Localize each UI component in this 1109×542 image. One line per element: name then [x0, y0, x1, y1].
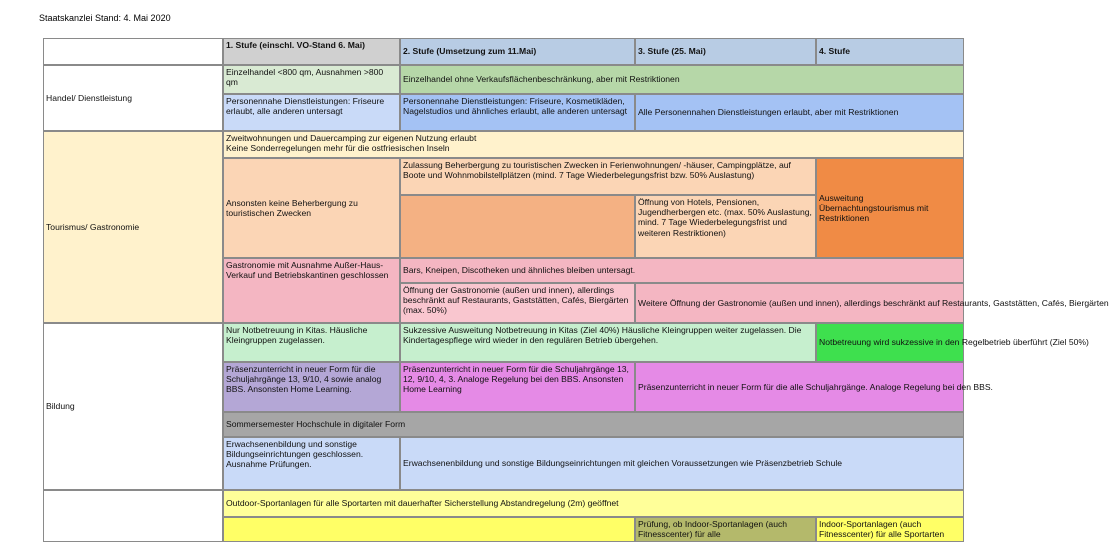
- bild-schule-s34: Präsenzunterricht in neuer Form für die alle Schuljahrgänge. Analoge Regelung bei den BBS.: [635, 362, 964, 412]
- sport-indoor-s12: [223, 517, 635, 542]
- handel-dienst-s2: Personennahe Dienstleistungen: Friseure, Kosmetikläden, Nagelstudios und ähnliches erlaubt, alle anderen untersagt: [400, 94, 635, 131]
- bild-schule-s2: Präsenzunterricht in neuer Form für die Schuljahrgänge 13, 12, 9/10, 4, 3. Analoge Regelung bei den BBS. Ansonsten Home Learning: [400, 362, 635, 412]
- handel-einzel-s1: Einzelhandel <800 qm, Ausnahmen >800 qm: [223, 65, 400, 94]
- header-stufe-1: 1. Stufe (einschl. VO-Stand 6. Mai): [223, 38, 400, 65]
- bild-kita-s4: Notbetreuung wird sukzessive in den Regelbetrieb überführt (Ziel 50%): [816, 323, 964, 362]
- sport-outdoor: Outdoor-Sportanlagen für alle Sportarten mit dauerhafter Sicherstellung Abstandregelung (2m) geöffnet: [223, 490, 964, 517]
- tour-gastro-s1: Gastronomie mit Ausnahme Außer-Haus-Verkauf und Betriebskantinen geschlossen: [223, 258, 400, 323]
- header-stufe-2: 2. Stufe (Umsetzung zum 11.Mai): [400, 38, 635, 65]
- bild-hochschule: Sommersemester Hochschule in digitaler Form: [223, 412, 964, 437]
- tour-beherbergung-s4: Ausweitung Übernachtungstourismus mit Restriktionen: [816, 158, 964, 258]
- bild-kita-s1: Nur Notbetreuung in Kitas. Häusliche Kleingruppen zugelassen.: [223, 323, 400, 362]
- tour-bars: Bars, Kneipen, Discotheken und ähnliches bleiben untersagt.: [400, 258, 964, 283]
- header-empty-cell: [43, 38, 223, 65]
- handel-dienst-rest: Alle Personennahen Dienstleistungen erlaubt, aber mit Restriktionen: [635, 94, 964, 131]
- tour-beherbergung-s1: Ansonsten keine Beherbergung zu touristischen Zwecken: [223, 158, 400, 258]
- section-tourismus: Tourismus/ Gastronomie: [43, 131, 223, 323]
- sport-indoor-s3: Prüfung, ob Indoor-Sportanlagen (auch Fitnesscenter) für alle: [635, 517, 816, 542]
- tour-zweitwohnungen: Zweitwohnungen und Dauercamping zur eigenen Nutzung erlaubt Keine Sonderregelungen mehr für die ostfriesischen Inseln: [223, 131, 964, 158]
- page-header: Staatskanzlei Stand: 4. Mai 2020: [39, 13, 171, 23]
- tour-beherbergung-s23: Zulassung Beherbergung zu touristischen Zwecken in Ferienwohnungen/ -häuser, Campingplätze, auf Boote und Wohnmobilstellplätzen (mind. 7 Tage Wiederbelegungsfrist bzw. 50% Auslastung): [400, 158, 816, 195]
- bild-kita-s23: Sukzessive Ausweitung Notbetreuung in Kitas (Ziel 40%) Häusliche Kleingruppen weiter zugelassen. Die Kindertagespflege wird wieder in den regulären Betrieb übergehen.: [400, 323, 816, 362]
- section-bildung: Bildung: [43, 323, 223, 490]
- bild-erwachsenen-s1: Erwachsenenbildung und sonstige Bildungseinrichtungen geschlossen. Ausnahme Prüfungen.: [223, 437, 400, 490]
- bild-schule-s1: Präsenzunterricht in neuer Form für die Schuljahrgänge 13, 9/10, 4 sowie analog BBS. Ansonsten Home Learning.: [223, 362, 400, 412]
- handel-dienst-s1: Personennahe Dienstleistungen: Friseure erlaubt, alle anderen untersagt: [223, 94, 400, 131]
- tour-hotels-s3: Öffnung von Hotels, Pensionen, Jugendherbergen etc. (max. 50% Auslastung, mind. 7 Tage Wiederbelegungsfrist und weiteren Restriktionen): [635, 195, 816, 258]
- section-handel: Handel/ Dienstleistung: [43, 65, 223, 131]
- bild-erwachsenen-rest: Erwachsenenbildung und sonstige Bildungseinrichtungen mit gleichen Voraussetzungen wie Präsenzbetrieb Schule: [400, 437, 964, 490]
- handel-einzel-rest: Einzelhandel ohne Verkaufsflächenbeschränkung, aber mit Restriktionen: [400, 65, 964, 94]
- tour-gastro-s34: Weitere Öffnung der Gastronomie (außen und innen), allerdings beschränkt auf Restaurants, Gaststätten, Cafés, Biergärten: [635, 283, 964, 323]
- tour-beherbergung-s2-blank: [400, 195, 635, 258]
- sport-indoor-s4: Indoor-Sportanlagen (auch Fitnesscenter) für alle Sportarten: [816, 517, 964, 542]
- section-sport: [43, 490, 223, 542]
- tour-gastro-s2: Öffnung der Gastronomie (außen und innen), allerdings beschränkt auf Restaurants, Gaststätten, Cafés, Biergärten (max. 50%): [400, 283, 635, 323]
- header-stufe-3: 3. Stufe (25. Mai): [635, 38, 816, 65]
- header-stufe-4: 4. Stufe: [816, 38, 964, 65]
